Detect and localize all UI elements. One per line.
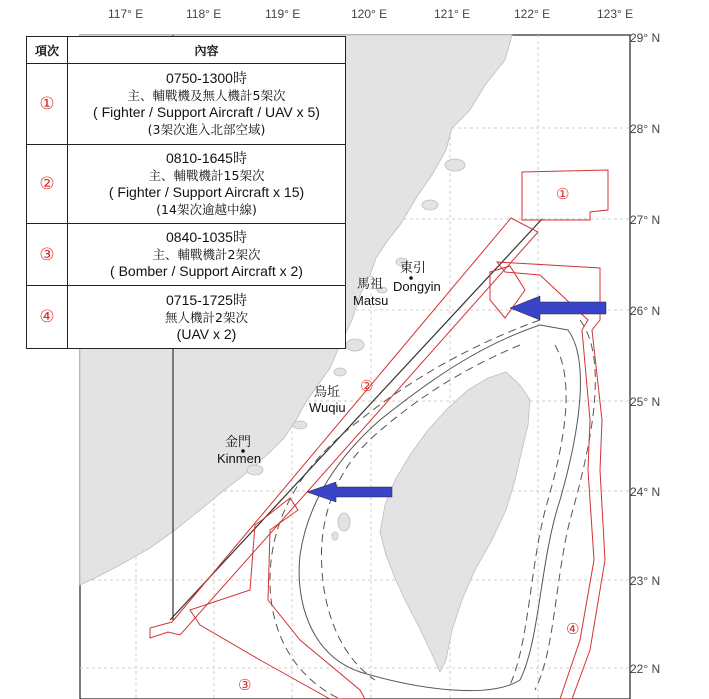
legend-row-content (68, 224, 346, 286)
lon-label-120: 120° E (351, 7, 388, 21)
lat-label-23: 23° N (630, 574, 661, 588)
lon-label-122: 122° E (514, 7, 551, 21)
legend-header-content: 內容 (68, 37, 346, 64)
legend-row (27, 64, 346, 145)
legend-row-number: ① (27, 64, 68, 145)
lat-label-24: 24° N (630, 485, 661, 499)
lon-label-121: 121° E (434, 7, 471, 21)
lat-label-28: 28° N (630, 122, 661, 136)
legend-row-zh: 主、輔戰機計2架次 (152, 247, 261, 262)
dongyin-label-zh: 東引 (400, 261, 427, 276)
lon-label-123: 123° E (597, 7, 634, 21)
legend-header-row (27, 37, 346, 64)
legend-row-zh: 主、輔戰機及無人機計5架次 (127, 88, 286, 103)
lon-label-117: 117° E (108, 7, 144, 21)
legend-row-time: 0810-1645時 (166, 150, 247, 166)
matsu-label-en: Matsu (353, 293, 389, 308)
matsu-label-zh: 馬祖 (357, 277, 384, 292)
lon-label-118: 118° E (186, 7, 222, 21)
legend-row-zh: 主、輔戰機計15架次 (148, 168, 265, 183)
lat-label-26: 26° N (630, 304, 661, 318)
zone-4-marker: ④ (566, 620, 580, 638)
legend-table (26, 36, 346, 349)
legend-row-time: 0840-1035時 (166, 229, 247, 245)
legend-row-content (68, 64, 346, 145)
legend-row-en: ( Fighter / Support Aircraft x 15) (108, 184, 305, 200)
lon-label-119: 119° E (265, 7, 301, 21)
wuqiu-label-en: Wuqiu (309, 400, 346, 415)
legend-row-en: ( Bomber / Support Aircraft x 2) (110, 263, 303, 279)
legend-row-note: (3架次進入北部空域) (147, 122, 266, 137)
legend-row-note: (14架次逾越中線) (156, 202, 257, 217)
legend-row-time: 0715-1725時 (166, 291, 247, 308)
lat-label-29: 29° N (630, 31, 661, 45)
legend-row (27, 224, 346, 286)
legend-row-content (68, 286, 346, 349)
legend-row-content (68, 145, 346, 224)
kinmen-label-en: Kinmen (217, 451, 262, 466)
legend-row-number: ② (27, 145, 68, 224)
lat-label-27: 27° N (630, 213, 661, 227)
legend-row-zh: 無人機計2架次 (165, 309, 248, 325)
kinmen-label-zh: 金門 (225, 435, 252, 450)
legend-row (27, 145, 346, 224)
legend-row-en: (UAV x 2) (176, 325, 237, 342)
dongyin-label-en: Dongyin (393, 279, 441, 294)
legend-row-en: ( Fighter / Support Aircraft / UAV x 5) (93, 104, 320, 120)
lat-label-22: 22° N (630, 662, 661, 676)
zone-1-marker: ① (556, 185, 570, 203)
legend-row-number: ④ (27, 286, 68, 349)
zone-3-marker: ③ (238, 676, 252, 694)
legend-row (27, 286, 346, 349)
wuqiu-label-zh: 烏坵 (314, 385, 341, 400)
lat-label-25: 25° N (630, 395, 661, 409)
legend-row-number: ③ (27, 224, 68, 286)
zone-2-marker: ② (360, 377, 374, 395)
legend-row-time: 0750-1300時 (166, 70, 247, 86)
legend-header-item: 項次 (27, 37, 68, 64)
